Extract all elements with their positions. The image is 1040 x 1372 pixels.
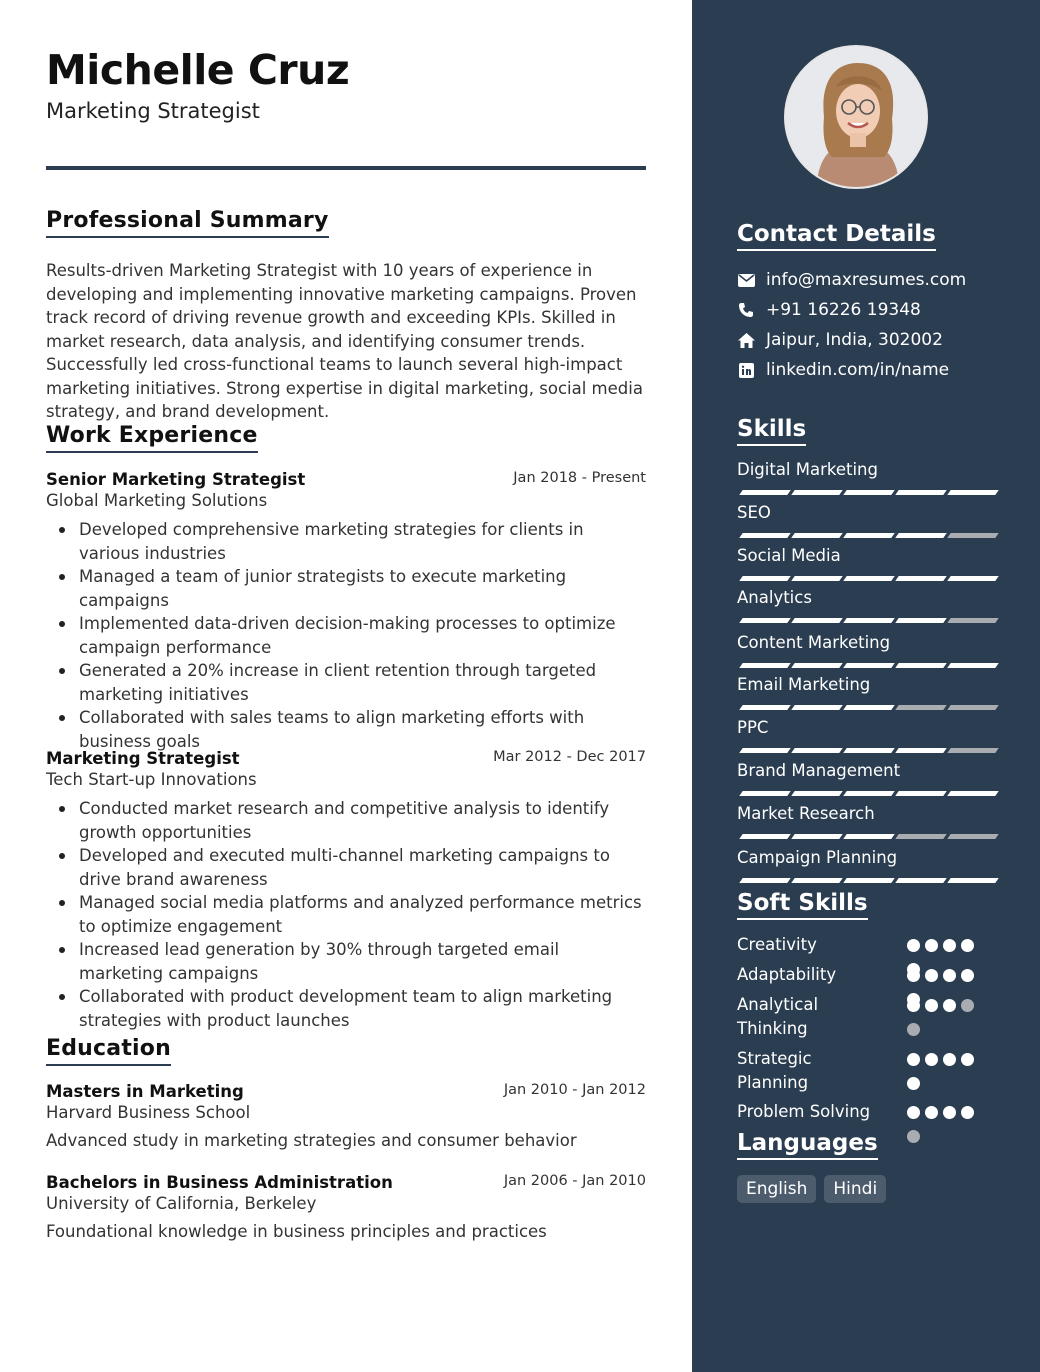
soft-skill-dot: [907, 1053, 920, 1066]
skill-level-segment: [843, 663, 895, 668]
degree-title: Bachelors in Business Administration: [46, 1173, 393, 1192]
job-bullet: Collaborated with product development team to align marketing strategies with product launches: [46, 985, 646, 1032]
skill-item: [737, 718, 993, 737]
skill-name: PPC: [737, 718, 769, 737]
soft-skill-dot: [925, 969, 938, 982]
linkedin-icon: [737, 361, 755, 379]
skill-level-segment: [791, 618, 843, 623]
soft-skill-dot: [925, 999, 938, 1012]
soft-skill-dot: [907, 1130, 920, 1143]
job-company: Tech Start-up Innovations: [46, 770, 257, 789]
skill-level-segment: [791, 748, 843, 753]
skill-level-bar: [737, 490, 993, 496]
soft-skill-dot: [907, 939, 920, 952]
skill-level-segment: [739, 834, 791, 839]
soft-skill-dot: [961, 939, 974, 952]
skill-level-bar: [737, 705, 993, 711]
job-date: Mar 2012 - Dec 2017: [493, 749, 646, 765]
email-text[interactable]: info@maxresumes.com: [766, 270, 967, 290]
skill-level-segment: [791, 533, 843, 538]
soft-skill-dot: [907, 999, 920, 1012]
skill-name: SEO: [737, 503, 771, 522]
education-description: Foundational knowledge in business principles and practices: [46, 1222, 547, 1241]
skill-level-segment: [895, 748, 947, 753]
skill-level-segment: [843, 834, 895, 839]
job-bullet: Developed comprehensive marketing strategies for clients in various industries: [46, 518, 646, 565]
soft-skill-dot: [925, 1053, 938, 1066]
soft-skill-name: Problem Solving: [737, 1102, 871, 1121]
soft-skill-dot: [907, 969, 920, 982]
job-title: Senior Marketing Strategist: [46, 470, 306, 489]
skill-name: Email Marketing: [737, 675, 871, 694]
education-entry: [46, 1173, 646, 1241]
skill-level-segment: [947, 878, 999, 883]
job-bullets: [46, 797, 646, 1032]
skill-level-bar: [737, 618, 993, 624]
skill-level-segment: [739, 748, 791, 753]
skill-level-segment: [843, 878, 895, 883]
phone-icon: [737, 301, 755, 319]
skill-level-segment: [947, 834, 999, 839]
education-date: Jan 2010 - Jan 2012: [503, 1082, 646, 1098]
summary-heading: Professional Summary: [46, 208, 329, 238]
job-title: Marketing Strategist: [46, 749, 240, 768]
soft-skill-dot: [943, 999, 956, 1012]
soft-skill-dot: [961, 969, 974, 982]
job-bullet: Developed and executed multi-channel marketing campaigns to drive brand awareness: [46, 844, 646, 891]
soft-skills-heading: Soft Skills: [737, 890, 868, 920]
phone-text[interactable]: +91 16226 19348: [766, 300, 921, 320]
skill-level-bar: [737, 663, 993, 669]
skill-name: Content Marketing: [737, 633, 891, 652]
job-entry: [46, 470, 646, 753]
skill-level-bar: [737, 878, 993, 884]
home-icon: [737, 331, 755, 349]
skill-item: [737, 761, 993, 780]
soft-skill-dot: [907, 1106, 920, 1119]
soft-skill-dot: [943, 939, 956, 952]
skill-level-bar: [737, 748, 993, 754]
skill-level-bar: [737, 791, 993, 797]
skill-level-segment: [791, 490, 843, 495]
skill-level-segment: [791, 878, 843, 883]
skill-level-segment: [843, 748, 895, 753]
job-bullet: Managed a team of junior strategists to execute marketing campaigns: [46, 565, 646, 612]
job-bullets: [46, 518, 646, 753]
skill-name: Brand Management: [737, 761, 901, 780]
skill-level-segment: [895, 533, 947, 538]
soft-skill-name: Analytical Thinking: [737, 995, 819, 1038]
skill-level-segment: [791, 705, 843, 710]
skill-level-segment: [791, 663, 843, 668]
job-bullet: Collaborated with sales teams to align marketing efforts with business goals: [46, 706, 646, 753]
degree-title: Masters in Marketing: [46, 1082, 244, 1101]
soft-skill-dot: [943, 1053, 956, 1066]
soft-skill-name: Creativity: [737, 935, 817, 954]
linkedin-text[interactable]: linkedin.com/in/name: [766, 360, 950, 380]
skill-level-segment: [947, 576, 999, 581]
skill-item: [737, 546, 993, 565]
school-name: University of California, Berkeley: [46, 1194, 317, 1213]
contact-heading: Contact Details: [737, 221, 936, 251]
skill-level-bar: [737, 533, 993, 539]
job-bullet: Increased lead generation by 30% through targeted email marketing campaigns: [46, 938, 646, 985]
skill-level-segment: [895, 791, 947, 796]
skill-level-segment: [843, 576, 895, 581]
education-description: Advanced study in marketing strategies and consumer behavior: [46, 1131, 577, 1150]
contact-address: [737, 328, 943, 352]
skill-level-segment: [739, 663, 791, 668]
candidate-role: Marketing Strategist: [46, 99, 260, 123]
skill-level-segment: [947, 791, 999, 796]
address-text: Jaipur, India, 302002: [766, 330, 943, 350]
skill-item: [737, 503, 993, 522]
soft-skill-name: Adaptability: [737, 965, 837, 984]
education-entry: [46, 1082, 646, 1150]
language-badge: Hindi: [824, 1175, 886, 1203]
skill-name: Market Research: [737, 804, 875, 823]
skill-level-segment: [739, 705, 791, 710]
education-date: Jan 2006 - Jan 2010: [503, 1173, 646, 1189]
soft-skill-dot: [907, 1023, 920, 1036]
soft-skill-name: Strategic Planning: [737, 1049, 812, 1092]
sidebar: [692, 0, 1040, 1372]
soft-skill-dot: [943, 969, 956, 982]
soft-skill-dot: [961, 1106, 974, 1119]
header-divider: [46, 166, 646, 170]
skill-level-segment: [739, 791, 791, 796]
skill-level-segment: [895, 576, 947, 581]
profile-photo-icon: [786, 47, 928, 189]
skill-name: Analytics: [737, 588, 812, 607]
soft-skill-dot: [961, 1053, 974, 1066]
skill-level-segment: [843, 618, 895, 623]
skill-level-segment: [791, 834, 843, 839]
skill-level-segment: [947, 533, 999, 538]
soft-skill-dot: [925, 939, 938, 952]
envelope-icon: [737, 271, 755, 289]
skills-heading: Skills: [737, 416, 806, 446]
skill-item: [737, 588, 993, 607]
job-date: Jan 2018 - Present: [513, 470, 646, 486]
skill-level-segment: [895, 878, 947, 883]
languages-heading: Languages: [737, 1130, 878, 1160]
skill-level-segment: [739, 533, 791, 538]
contact-email: [737, 268, 966, 292]
skill-name: Campaign Planning: [737, 848, 898, 867]
skill-item: [737, 460, 993, 479]
summary-text: Results-driven Marketing Strategist with 10 years of experience in developing and implementing innovative marketing campaigns. Proven track record of driving revenue growth and exceeding KPIs. Skilled in market research, data analysis, and identifying consumer trends. Successfully led cross-functional teams to launch several high-impact marketing initiatives. Strong expertise in digital marketing, social media strategy, and brand development.: [46, 261, 643, 421]
contact-phone: [737, 298, 921, 322]
skill-level-segment: [739, 490, 791, 495]
job-bullet: Generated a 20% increase in client retention through targeted marketing initiatives: [46, 659, 646, 706]
skill-level-segment: [947, 490, 999, 495]
soft-skill-dot: [961, 999, 974, 1012]
job-bullet: Managed social media platforms and analyzed performance metrics to optimize engagement: [46, 891, 646, 938]
contact-linkedin: [737, 358, 949, 382]
skill-item: [737, 804, 993, 823]
education-heading: Education: [46, 1036, 171, 1066]
skill-item: [737, 633, 993, 652]
candidate-name: Michelle Cruz: [46, 46, 350, 94]
soft-skill-dot: [925, 1106, 938, 1119]
skill-level-segment: [947, 663, 999, 668]
soft-skill-dot: [943, 1106, 956, 1119]
school-name: Harvard Business School: [46, 1103, 251, 1122]
skill-level-segment: [791, 791, 843, 796]
language-badge: English: [737, 1175, 816, 1203]
skill-level-segment: [843, 533, 895, 538]
soft-skill-dot: [907, 1077, 920, 1090]
skill-item: [737, 848, 993, 867]
skill-level-segment: [739, 878, 791, 883]
skill-level-segment: [895, 490, 947, 495]
skill-level-bar: [737, 576, 993, 582]
skill-level-segment: [895, 705, 947, 710]
skill-level-segment: [947, 705, 999, 710]
language-list: [737, 1175, 886, 1203]
experience-heading: Work Experience: [46, 423, 258, 453]
skill-level-segment: [895, 834, 947, 839]
skill-level-segment: [843, 705, 895, 710]
skill-item: [737, 675, 993, 694]
skill-name: Digital Marketing: [737, 460, 878, 479]
skill-level-segment: [947, 618, 999, 623]
skill-level-segment: [791, 576, 843, 581]
job-bullet: Conducted market research and competitive analysis to identify growth opportunities: [46, 797, 646, 844]
skill-level-segment: [895, 663, 947, 668]
skill-level-segment: [843, 490, 895, 495]
skill-level-bar: [737, 834, 993, 840]
skill-level-segment: [843, 791, 895, 796]
job-bullet: Implemented data-driven decision-making processes to optimize campaign performance: [46, 612, 646, 659]
skill-level-segment: [739, 576, 791, 581]
skill-level-segment: [895, 618, 947, 623]
skill-level-segment: [739, 618, 791, 623]
skill-name: Social Media: [737, 546, 841, 565]
avatar: [784, 45, 928, 189]
job-company: Global Marketing Solutions: [46, 491, 268, 510]
job-entry: [46, 749, 646, 1032]
skill-level-segment: [947, 748, 999, 753]
